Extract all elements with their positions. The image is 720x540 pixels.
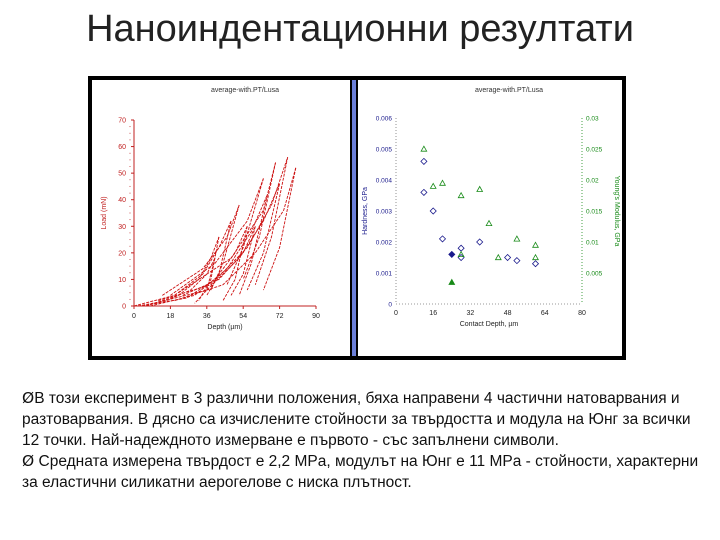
y-tick-label: 0.004 xyxy=(375,177,392,185)
hardness-point-filled xyxy=(449,251,455,257)
y-tick-label: 0.005 xyxy=(375,146,392,154)
y-minor-tick xyxy=(130,139,131,140)
hardness-point xyxy=(533,261,539,267)
modulus-point xyxy=(496,255,502,260)
load-depth-chart xyxy=(92,80,350,356)
x-tick-label: 0 xyxy=(132,313,136,320)
x-tick-label: 18 xyxy=(166,313,175,320)
x-tick-label: 48 xyxy=(503,310,512,317)
y-minor-tick xyxy=(130,206,131,207)
y-minor-tick xyxy=(130,159,131,160)
hardness-modulus-panel xyxy=(358,80,622,356)
unloading-curve xyxy=(255,157,287,285)
caption-text-1: В този експеримент в 3 различни положения, бяха направени 4 частични натоварвания и разтоварвания. В дясно са изчислените стойности за твърдостта и модула на Юнг за всички 12 точки. Най-надеждното измерване е първото - със запълнени символи. xyxy=(22,390,691,449)
y-minor-tick xyxy=(130,126,131,127)
x-tick-label: 36 xyxy=(202,313,211,320)
figure-frame xyxy=(88,76,626,360)
x-tick-label: 54 xyxy=(239,313,248,320)
x-axis-label: Depth (µm) xyxy=(207,324,243,331)
loading-curve xyxy=(178,163,275,293)
hardness-modulus-chart xyxy=(358,80,622,356)
x-tick-label: 16 xyxy=(429,310,438,317)
y2-axis-label: Young's Modulus, GPa xyxy=(613,175,620,247)
y2-tick-label: 0.005 xyxy=(586,270,603,278)
y2-tick-label: 0.03 xyxy=(586,115,599,123)
y-minor-tick xyxy=(130,213,131,214)
y-axis-label: Hardness, GPa xyxy=(362,187,369,235)
x-tick-label: 90 xyxy=(312,313,320,320)
y-tick-label: 30 xyxy=(118,223,126,231)
modulus-point xyxy=(458,193,464,198)
loading-curve xyxy=(154,184,279,304)
x-tick-label: 32 xyxy=(466,310,475,317)
hardness-point xyxy=(421,158,427,164)
y-minor-tick xyxy=(130,246,131,247)
loading-curve xyxy=(162,205,239,295)
modulus-point xyxy=(486,221,492,226)
x-tick-label: 72 xyxy=(275,313,284,320)
y-tick-label: 0 xyxy=(122,303,126,311)
bullet-arrow-icon: Ø xyxy=(22,452,35,470)
y-minor-tick xyxy=(130,133,131,134)
y2-tick-label: 0.01 xyxy=(586,239,599,247)
modulus-point xyxy=(421,146,427,151)
y-minor-tick xyxy=(130,259,131,260)
bullet-arrow-icon: Ø xyxy=(22,389,35,407)
y2-tick-label: 0.025 xyxy=(586,146,603,154)
hardness-point xyxy=(440,236,446,242)
y-minor-tick xyxy=(130,153,131,154)
y-minor-tick xyxy=(130,299,131,300)
y-minor-tick xyxy=(130,166,131,167)
y-minor-tick xyxy=(130,179,131,180)
modulus-point xyxy=(440,180,446,185)
modulus-point-filled xyxy=(449,280,455,285)
load-depth-panel xyxy=(92,80,350,356)
y-minor-tick xyxy=(130,266,131,267)
modulus-point xyxy=(477,187,483,192)
y2-tick-label: 0.02 xyxy=(586,177,599,185)
y-tick-label: 20 xyxy=(118,250,126,258)
hardness-point xyxy=(421,189,427,195)
y-tick-label: 0.001 xyxy=(375,270,392,278)
y-minor-tick xyxy=(130,193,131,194)
chart-title: average-with.PT/Lusa xyxy=(210,87,280,94)
chart-title: average-with.PT/Lusa xyxy=(474,87,544,94)
hardness-point xyxy=(514,258,520,264)
caption xyxy=(22,388,702,493)
y-minor-tick xyxy=(130,186,131,187)
panel-divider xyxy=(352,80,356,356)
y-minor-tick xyxy=(130,286,131,287)
loading-curve xyxy=(138,258,215,306)
y-tick-label: 0.006 xyxy=(375,115,392,123)
y-minor-tick xyxy=(130,239,131,240)
caption-paragraph-1 xyxy=(22,388,702,451)
x-tick-label: 64 xyxy=(540,310,549,317)
modulus-point xyxy=(430,183,436,188)
y-tick-label: 40 xyxy=(118,197,126,205)
y-tick-label: 70 xyxy=(118,117,126,125)
x-axis-label: Contact Depth, µm xyxy=(459,321,519,328)
slide-title: Наноиндентационни резултати xyxy=(86,8,634,50)
hardness-point xyxy=(458,245,464,251)
caption-text-2: Средната измерена твърдост е 2,2 MPa, модулът на Юнг е 11 MPa - стойности, характерни за еластични силикатни аерогелове с ниска плътност. xyxy=(22,453,699,491)
y-tick-label: 10 xyxy=(118,276,126,284)
hardness-point xyxy=(505,255,511,261)
y-tick-label: 60 xyxy=(118,144,126,152)
y-axis-label: Load (mN) xyxy=(101,196,108,230)
hardness-point xyxy=(430,208,436,214)
hardness-point xyxy=(477,239,483,245)
unloading-curve xyxy=(247,184,279,290)
y-tick-label: 0.003 xyxy=(375,208,392,216)
y2-tick-label: 0.015 xyxy=(586,208,603,216)
y-minor-tick xyxy=(130,272,131,273)
x-tick-label: 80 xyxy=(578,310,586,317)
x-tick-label: 0 xyxy=(394,310,398,317)
modulus-point xyxy=(533,242,539,247)
loading-curve xyxy=(158,157,287,300)
y-minor-tick xyxy=(130,292,131,293)
caption-paragraph-2 xyxy=(22,451,702,493)
modulus-point xyxy=(533,255,539,260)
y-tick-label: 0 xyxy=(388,301,392,309)
y-tick-label: 50 xyxy=(118,170,126,178)
y-tick-label: 0.002 xyxy=(375,239,392,247)
modulus-point xyxy=(514,236,520,241)
y-minor-tick xyxy=(130,232,131,233)
loading-curve xyxy=(183,226,256,295)
y-minor-tick xyxy=(130,219,131,220)
